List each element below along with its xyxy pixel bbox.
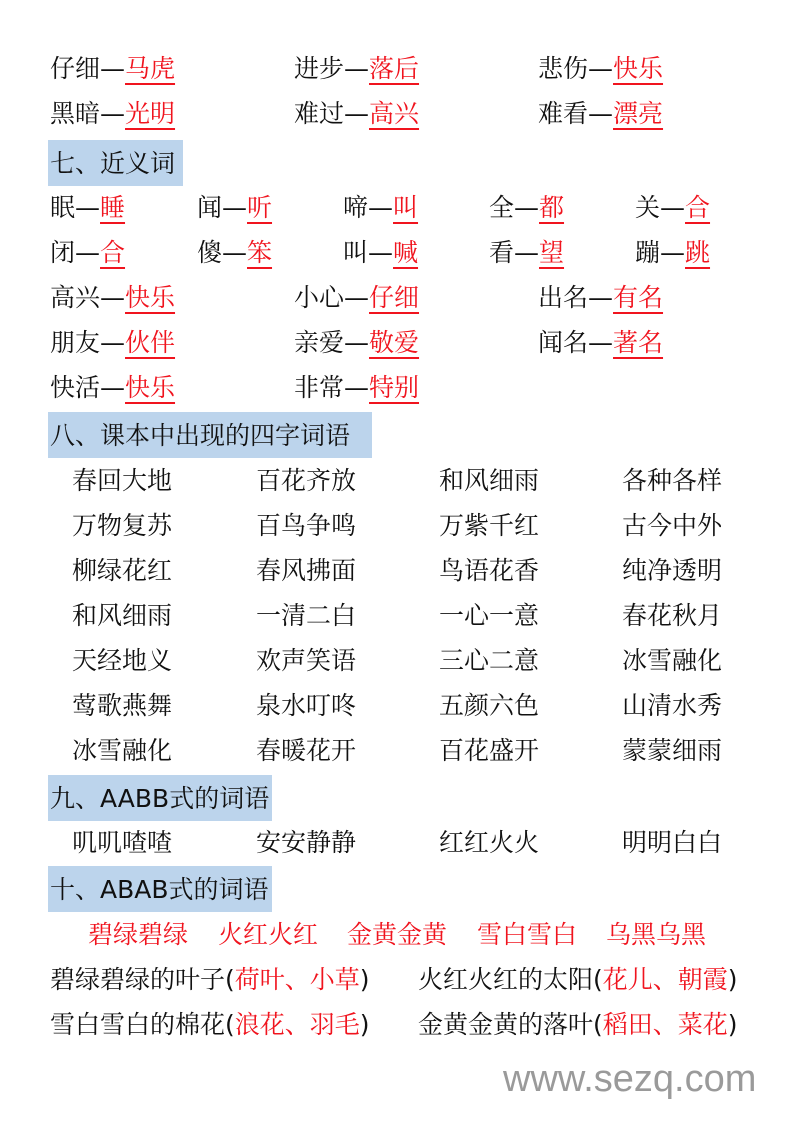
- word: 看: [489, 238, 515, 267]
- word-pair: [294, 101, 419, 126]
- dash: —: [514, 238, 540, 267]
- phrase: [418, 967, 738, 992]
- idiom: 春暖花开: [256, 736, 357, 765]
- phrase: [50, 1012, 370, 1037]
- word: 高兴: [50, 283, 101, 312]
- close-paren: ): [727, 1010, 738, 1039]
- word: 小心: [294, 283, 345, 312]
- word-pair: [294, 375, 419, 400]
- dash: —: [344, 283, 370, 312]
- idiom: 一心一意: [439, 601, 540, 630]
- synonym-row: [0, 330, 800, 370]
- word-pair: [50, 101, 175, 126]
- synonym-row: [0, 375, 800, 415]
- word-pair: [294, 56, 419, 81]
- word: 眠: [50, 193, 76, 222]
- word: 朋友: [50, 328, 101, 357]
- dash: —: [660, 238, 686, 267]
- close-paren: ): [359, 965, 370, 994]
- abab-word: 碧绿碧绿: [88, 920, 189, 949]
- answer: 喊: [393, 238, 419, 267]
- answer: 合: [100, 238, 126, 267]
- idiom-row: [0, 468, 800, 508]
- dash: —: [344, 373, 370, 402]
- idiom-row: [0, 513, 800, 553]
- dash: —: [100, 99, 126, 128]
- word-pair: [197, 195, 272, 220]
- word: 出名: [538, 283, 589, 312]
- phrase-examples: 浪花、羽毛: [234, 1010, 360, 1039]
- phrase: [50, 967, 370, 992]
- watermark: www.sezq.com: [503, 1058, 757, 1100]
- synonym-row: [0, 195, 800, 235]
- answer: 著名: [613, 328, 664, 357]
- idiom: 春花秋月: [622, 601, 723, 630]
- idiom: 和风细雨: [72, 601, 173, 630]
- idiom-row: [0, 603, 800, 643]
- word: 啼: [343, 193, 369, 222]
- answer: 听: [247, 193, 273, 222]
- idiom: 春风拂面: [256, 556, 357, 585]
- word: 难看: [538, 99, 589, 128]
- dash: —: [368, 193, 394, 222]
- answer: 特别: [369, 373, 420, 402]
- dash: —: [588, 283, 614, 312]
- idiom: 蒙蒙细雨: [622, 736, 723, 765]
- aabb-word: 叽叽喳喳: [72, 828, 173, 857]
- word: 黑暗: [50, 99, 101, 128]
- dash: —: [514, 193, 540, 222]
- phrase: [418, 1012, 738, 1037]
- word-pair: [50, 195, 125, 220]
- dash: —: [660, 193, 686, 222]
- answer: 望: [539, 238, 565, 267]
- dash: —: [344, 328, 370, 357]
- idiom: 和风细雨: [439, 466, 540, 495]
- dash: —: [100, 283, 126, 312]
- word: 叫: [343, 238, 369, 267]
- synonym-row: [0, 240, 800, 280]
- answer: 马虎: [125, 54, 176, 83]
- idiom: 三心二意: [439, 646, 540, 675]
- word-pair: [489, 195, 564, 220]
- answer: 跳: [685, 238, 711, 267]
- idiom: 山清水秀: [622, 691, 723, 720]
- section-heading-abab-words: 十、ABAB式的词语: [48, 866, 272, 912]
- idiom: 鸟语花香: [439, 556, 540, 585]
- word: 全: [489, 193, 515, 222]
- answer: 快乐: [125, 373, 176, 402]
- answer: 笨: [247, 238, 273, 267]
- aabb-row: [0, 830, 800, 870]
- phrase-text: 碧绿碧绿的叶子: [50, 965, 226, 994]
- dash: —: [588, 328, 614, 357]
- word-pair: [50, 375, 175, 400]
- word: 傻: [197, 238, 223, 267]
- idiom: 古今中外: [622, 511, 723, 540]
- answer: 合: [685, 193, 711, 222]
- phrase-examples: 花儿、朝霞: [602, 965, 728, 994]
- aabb-word: 安安静静: [256, 828, 357, 857]
- idiom: 万紫千红: [439, 511, 540, 540]
- word-pair: [489, 240, 564, 265]
- word-pair: [343, 240, 418, 265]
- phrase-row: [0, 967, 800, 1007]
- section-heading-four-char-words: 八、课本中出现的四字词语: [48, 412, 372, 458]
- word-pair: [197, 240, 272, 265]
- idiom: 五颜六色: [439, 691, 540, 720]
- word-pair: [50, 56, 175, 81]
- open-paren: (: [225, 965, 235, 994]
- dash: —: [588, 54, 614, 83]
- dash: —: [75, 193, 101, 222]
- answer: 伙伴: [125, 328, 176, 357]
- word-pair: [343, 195, 418, 220]
- idiom: 春回大地: [72, 466, 173, 495]
- word: 闻名: [538, 328, 589, 357]
- word-pair: [538, 101, 663, 126]
- idiom: 纯净透明: [622, 556, 723, 585]
- synonym-row: [0, 285, 800, 325]
- dash: —: [100, 373, 126, 402]
- answer: 快乐: [125, 283, 176, 312]
- antonym-row: [0, 101, 800, 141]
- word-pair: [635, 195, 710, 220]
- idiom: 冰雪融化: [622, 646, 723, 675]
- dash: —: [100, 54, 126, 83]
- phrase-examples: 稻田、菜花: [602, 1010, 728, 1039]
- word: 难过: [294, 99, 345, 128]
- idiom: 百花盛开: [439, 736, 540, 765]
- open-paren: (: [225, 1010, 235, 1039]
- word: 快活: [50, 373, 101, 402]
- word-pair: [50, 285, 175, 310]
- phrase-text: 金黄金黄的落叶: [418, 1010, 594, 1039]
- aabb-word: 明明白白: [622, 828, 723, 857]
- word: 闻: [197, 193, 223, 222]
- answer: 叫: [393, 193, 419, 222]
- answer: 落后: [369, 54, 420, 83]
- word-pair: [635, 240, 710, 265]
- word-pair: [50, 330, 175, 355]
- open-paren: (: [593, 965, 603, 994]
- idiom-row: [0, 738, 800, 778]
- abab-word: 乌黑乌黑: [606, 920, 707, 949]
- idiom: 泉水叮咚: [256, 691, 357, 720]
- answer: 敬爱: [369, 328, 420, 357]
- phrase-examples: 荷叶、小草: [234, 965, 360, 994]
- abab-word: 雪白雪白: [477, 920, 578, 949]
- word: 闭: [50, 238, 76, 267]
- dash: —: [222, 238, 248, 267]
- idiom: 欢声笑语: [256, 646, 357, 675]
- idiom: 天经地义: [72, 646, 173, 675]
- phrase-text: 雪白雪白的棉花: [50, 1010, 226, 1039]
- idiom: 百鸟争鸣: [256, 511, 357, 540]
- word: 蹦: [635, 238, 661, 267]
- dash: —: [588, 99, 614, 128]
- idiom: 一清二白: [256, 601, 357, 630]
- idiom: 莺歌燕舞: [72, 691, 173, 720]
- answer: 光明: [125, 99, 176, 128]
- idiom: 柳绿花红: [72, 556, 173, 585]
- answer: 都: [539, 193, 565, 222]
- abab-word: 金黄金黄: [347, 920, 448, 949]
- word-pair: [538, 330, 663, 355]
- idiom: 冰雪融化: [72, 736, 173, 765]
- word-pair: [294, 285, 419, 310]
- word: 亲爱: [294, 328, 345, 357]
- answer: 有名: [613, 283, 664, 312]
- aabb-word: 红红火火: [439, 828, 540, 857]
- answer: 漂亮: [613, 99, 664, 128]
- section-heading-aabb-words: 九、AABB式的词语: [48, 775, 272, 821]
- word: 悲伤: [538, 54, 589, 83]
- idiom-row: [0, 648, 800, 688]
- dash: —: [222, 193, 248, 222]
- answer: 睡: [100, 193, 126, 222]
- abab-word: 火红火红: [218, 920, 319, 949]
- idiom-row: [0, 558, 800, 598]
- phrase-text: 火红火红的太阳: [418, 965, 594, 994]
- dash: —: [344, 99, 370, 128]
- word-pair: [538, 285, 663, 310]
- word: 进步: [294, 54, 345, 83]
- word: 关: [635, 193, 661, 222]
- close-paren: ): [359, 1010, 370, 1039]
- idiom: 百花齐放: [256, 466, 357, 495]
- idiom: 万物复苏: [72, 511, 173, 540]
- idiom-row: [0, 693, 800, 733]
- close-paren: ): [727, 965, 738, 994]
- dash: —: [368, 238, 394, 267]
- section-heading-synonyms: 七、近义词: [48, 140, 183, 186]
- dash: —: [344, 54, 370, 83]
- dash: —: [75, 238, 101, 267]
- open-paren: (: [593, 1010, 603, 1039]
- word-pair: [50, 240, 125, 265]
- answer: 仔细: [369, 283, 420, 312]
- abab-row: [0, 922, 800, 962]
- idiom: 各种各样: [622, 466, 723, 495]
- answer: 快乐: [613, 54, 664, 83]
- antonym-row: [0, 56, 800, 96]
- word-pair: [538, 56, 663, 81]
- phrase-row: [0, 1012, 800, 1052]
- word-pair: [294, 330, 419, 355]
- answer: 高兴: [369, 99, 420, 128]
- word: 仔细: [50, 54, 101, 83]
- dash: —: [100, 328, 126, 357]
- word: 非常: [294, 373, 345, 402]
